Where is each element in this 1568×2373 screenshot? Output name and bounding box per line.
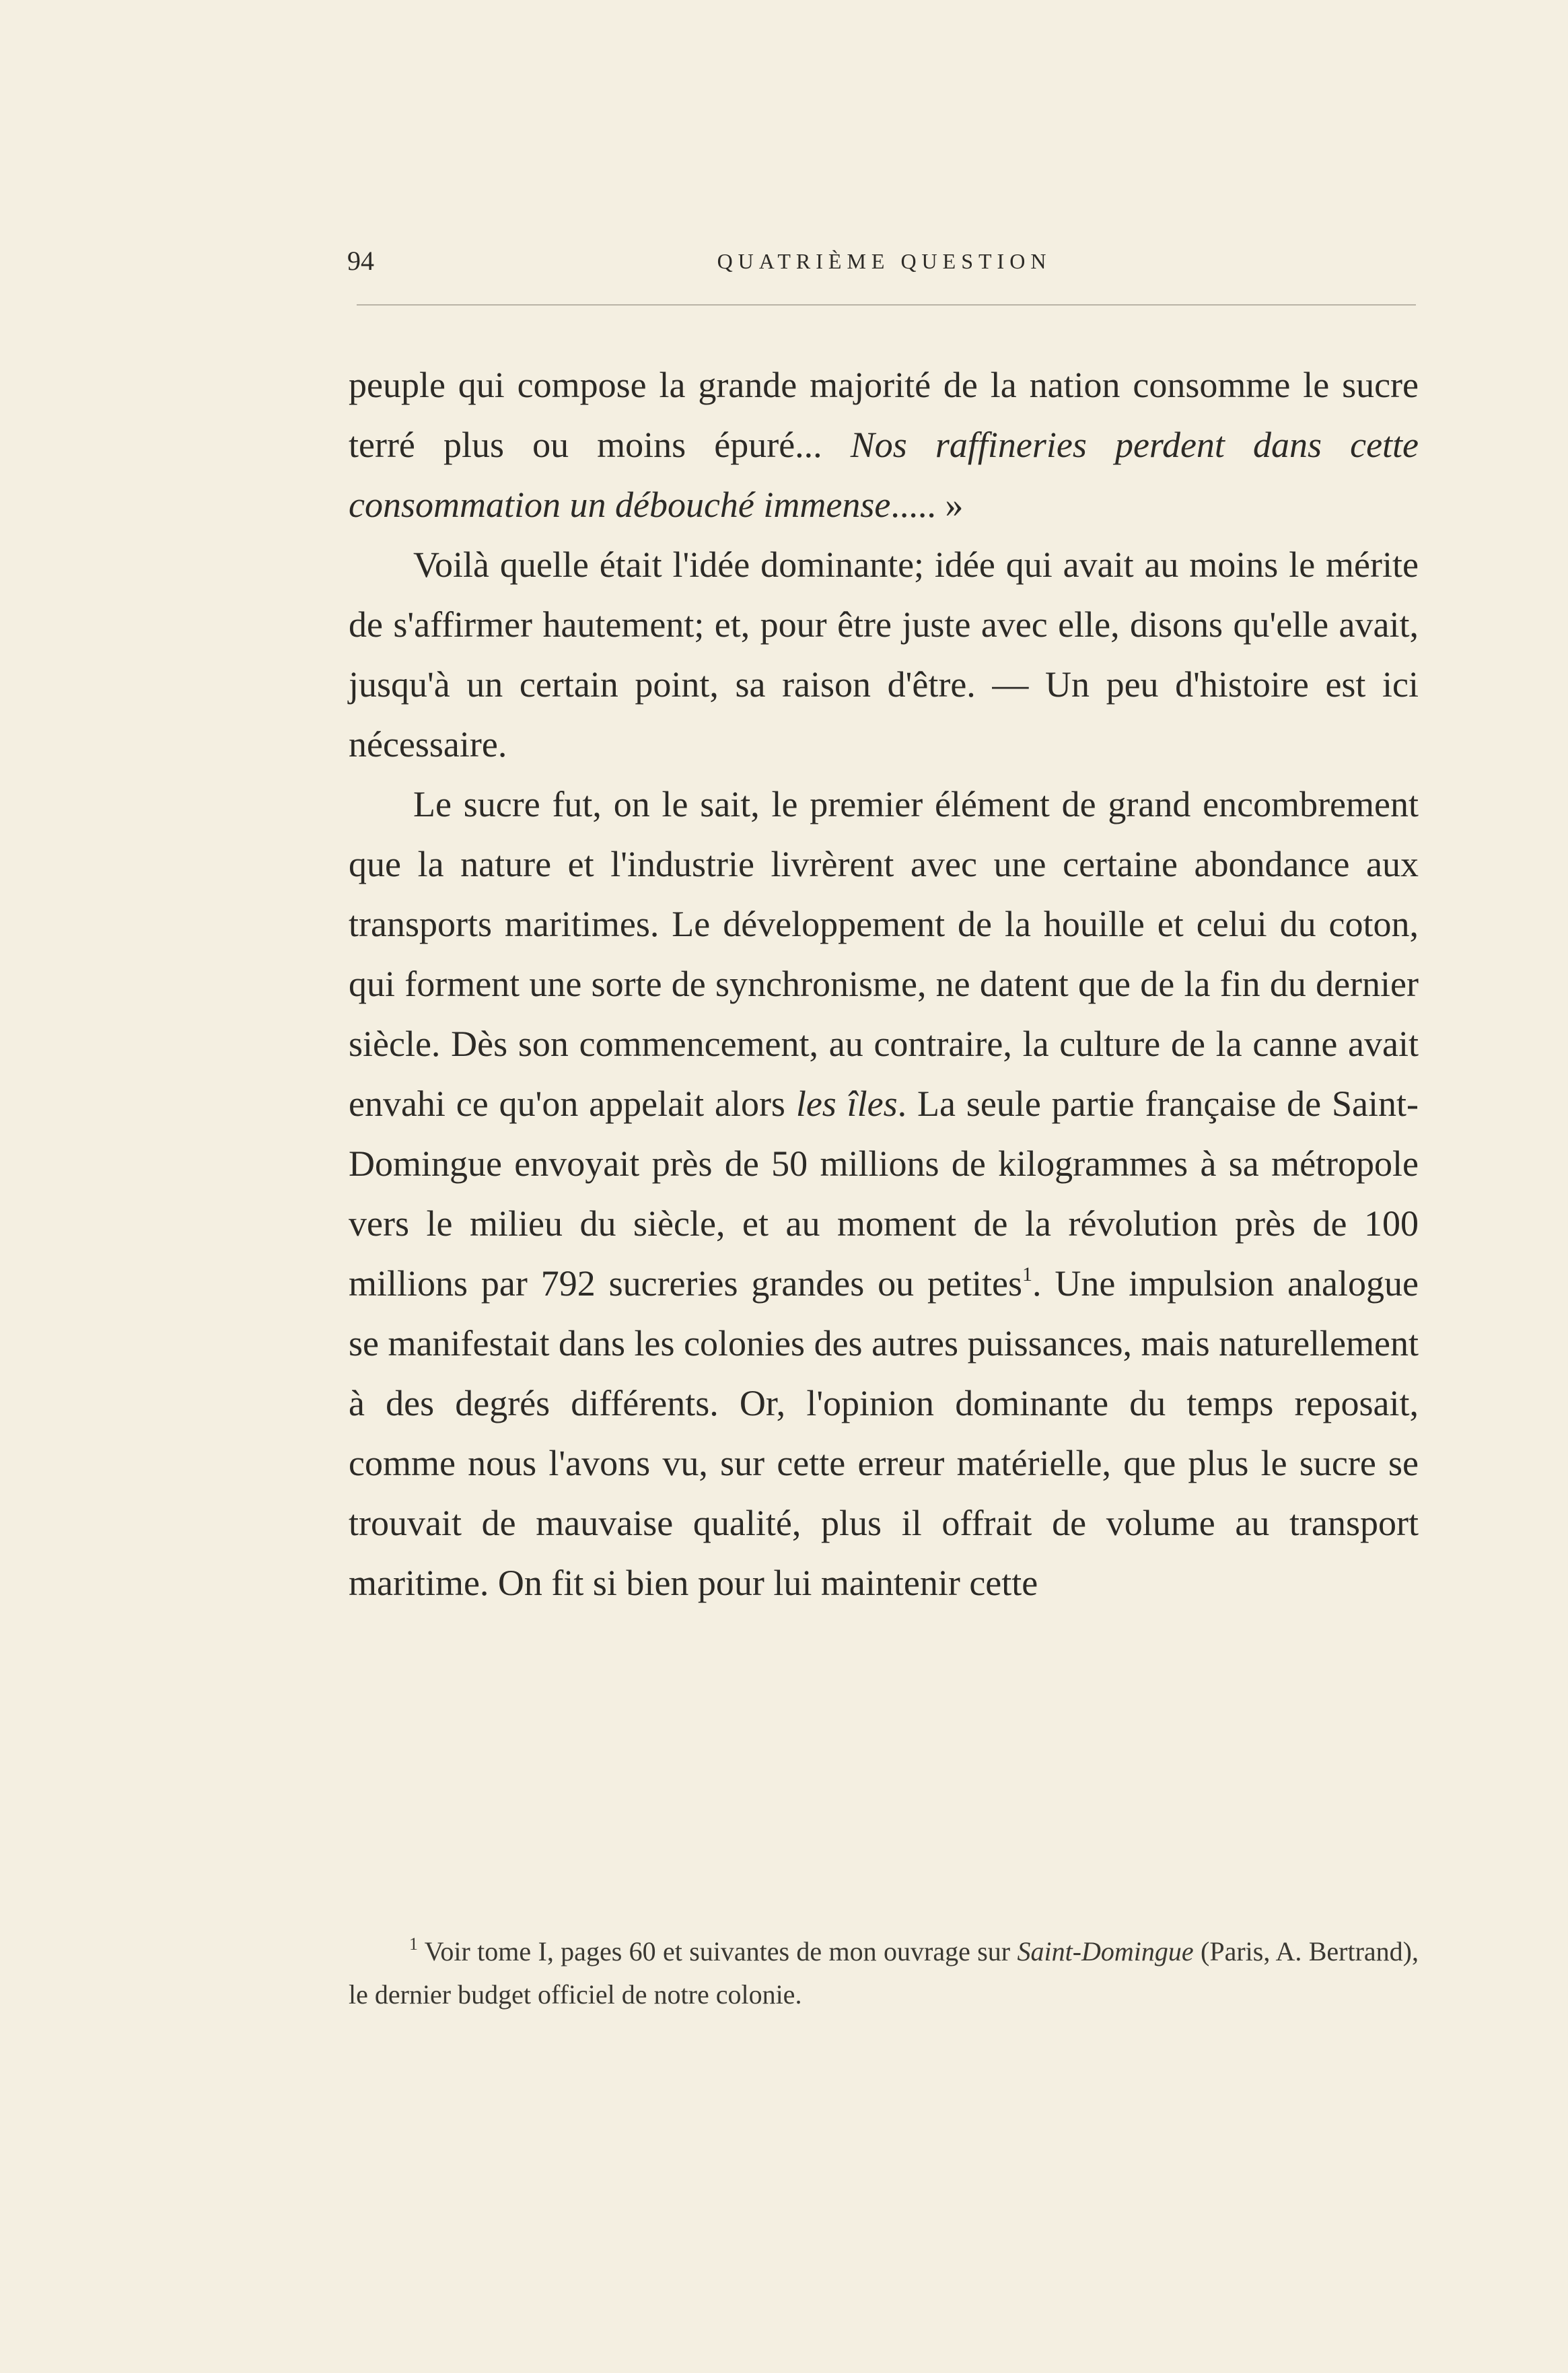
footnote-italic-title: Saint-Domingue bbox=[1017, 1936, 1194, 1967]
paragraph-3-text-continued: . La seule partie française de Saint-Domingue envoyait près de 50 millions de kilogrammes à sa métropole vers le milieu du siècle, et au moment de la révolution près de 100 millions par 792 sucreries grandes ou petites bbox=[349, 1084, 1419, 1304]
header-rule bbox=[357, 304, 1416, 306]
paragraph-3 bbox=[349, 775, 1419, 1613]
footnote bbox=[349, 1930, 1419, 2016]
footnote-mark: 1 bbox=[409, 1934, 418, 1954]
page-number: 94 bbox=[347, 246, 374, 276]
paragraph-2: Voilà quelle était l'idée dominante; idée qui avait au moins le mérite de s'affirmer hautement; et, pour être juste avec elle, disons qu'elle avait, jusqu'à un certain point, sa raison d'être. — Un peu d'histoire est ici nécessaire. bbox=[349, 544, 1419, 765]
paragraph-1-text: peuple qui compose la grande majorité de la nation consomme le sucre terré plus ou moins épuré... bbox=[349, 365, 1419, 465]
paragraph-3-italic-term: les îles bbox=[795, 1084, 898, 1124]
footnote-text: Voir tome I, pages 60 et suivantes de mon ouvrage sur bbox=[418, 1936, 1018, 1967]
paragraph-1 bbox=[349, 355, 1419, 535]
paragraph-1-ending: ..... » bbox=[890, 485, 964, 525]
paragraph-3-text: Le sucre fut, on le sait, le premier élément de grand encombrement que la nature et l'industrie livrèrent avec une certaine abondance aux transports maritimes. Le développement de la houille et celui du coton, qui forment une sorte de synchronisme, ne datent que de la fin du dernier siècle. Dès son commencement, au contraire, la culture de la canne avait envahi ce qu'on appelait alors bbox=[349, 784, 1419, 1124]
body-text bbox=[349, 355, 1419, 1613]
footnote-reference: 1 bbox=[1022, 1263, 1032, 1285]
paragraph-1-italic-quote: Nos raffineries perdent dans cette consommation un débouché immense bbox=[349, 425, 1419, 525]
footnote-text-end: (Paris, A. Bertrand), le dernier budget officiel de notre colonie. bbox=[349, 1936, 1419, 2010]
running-title: QUATRIÈME QUESTION bbox=[717, 249, 1052, 273]
page-header bbox=[347, 241, 1421, 281]
paragraph-3-text-end: . Une impulsion analogue se manifestait dans les colonies des autres puissances, mais naturellement à des degrés différents. Or, l'opinion dominante du temps reposait, comme nous l'avons vu, sur cette erreur matérielle, que plus le sucre se trouvait de mauvaise qualité, plus il offrait de volume au transport maritime. On fit si bien pour lui maintenir cette bbox=[349, 1263, 1419, 1603]
